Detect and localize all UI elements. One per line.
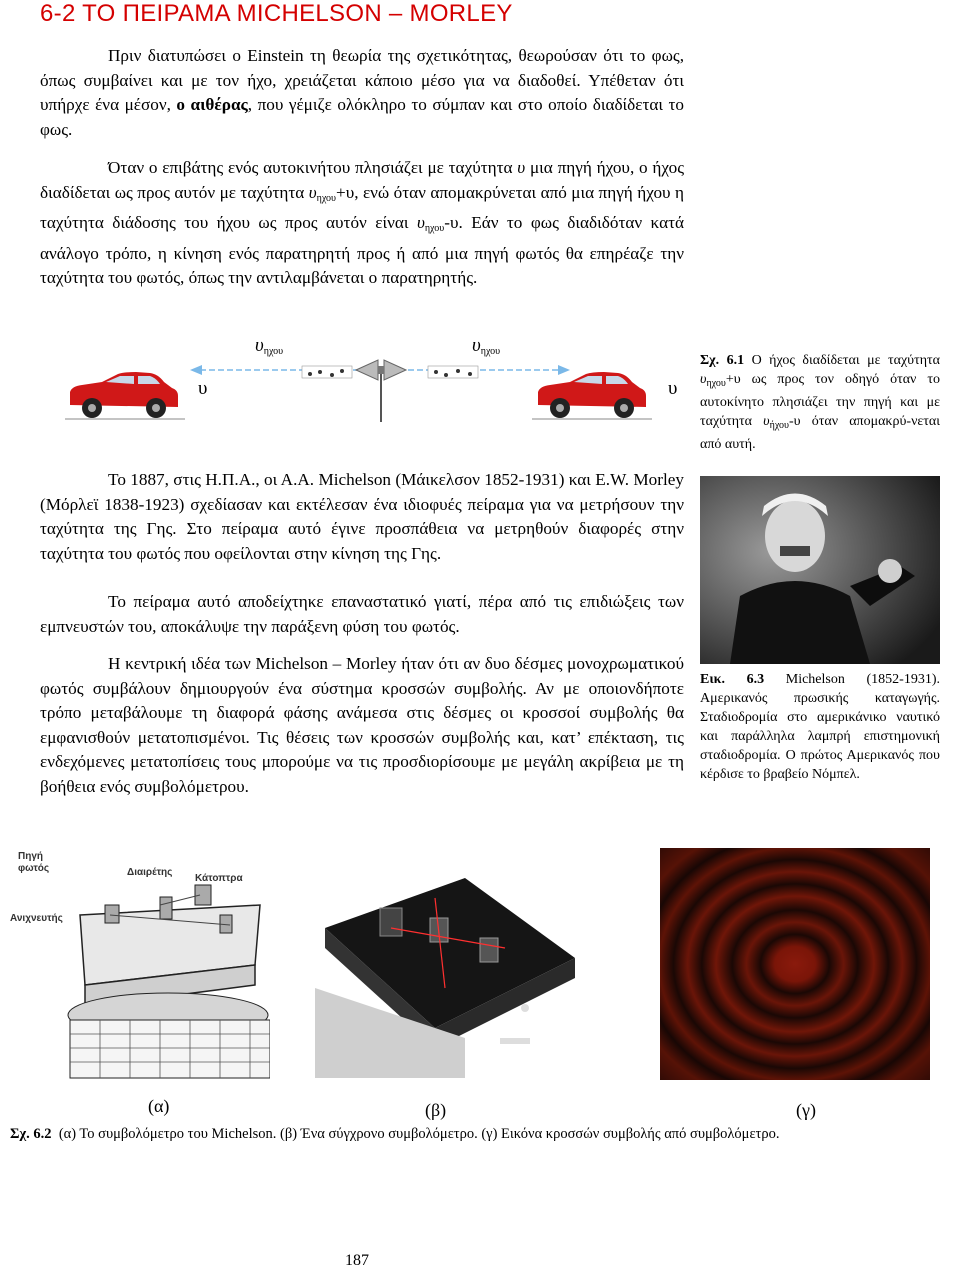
car-speed-right: υ bbox=[668, 378, 678, 399]
car-sound-diagram bbox=[40, 330, 690, 440]
interference-fringes-image bbox=[660, 848, 930, 1080]
loudspeaker-icon bbox=[356, 360, 406, 422]
subscript-sound: ηχου bbox=[424, 223, 445, 234]
subscript-sound: ηχου bbox=[316, 192, 337, 204]
car-speed-left: υ bbox=[198, 378, 208, 399]
section-title: 6-2 ΤΟ ΠΕΙΡΑΜΑ MICHELSON – MORLEY bbox=[40, 0, 513, 27]
michelson-portrait-image bbox=[700, 476, 940, 664]
left-car-icon bbox=[70, 372, 178, 418]
right-car-icon bbox=[538, 372, 646, 418]
symbol-v: υ bbox=[416, 213, 425, 232]
sound-text-c: +υ, ενώ όταν απομακρύνεται από μια πηγή ήχου η ταχύτητα διάδοσης του ήχου ως προς αυτόν είναι bbox=[40, 182, 684, 232]
figure-6-3-caption: Εικ. 6.3 Michelson (1852-1931). Αμερικανός πρωσικής καταγωγής. Σταδιοδρομία στο αμερικάνικο ναυτικό και παράλληλα λαμπρή επιστημονική σταδιοδρομία. Ο πρώτος Αμερικανός που κέρδισε το βραβείο Νόμπελ. bbox=[700, 672, 941, 782]
intro-paragraph bbox=[40, 44, 684, 142]
symbol-v: υ bbox=[517, 158, 526, 177]
intro-text-a: Πριν διατυπώσει ο Einstein τη θεωρία της σχετικότητας, θεωρούσαν ότι το φως, όπως συμβαίνει και με τον ήχο, χρειάζεται κάποιο μέσο για να διαδοθεί. Υπέθεταν ότι υπήρχε ένα μέσον, bbox=[40, 46, 684, 114]
symbol-v: υ bbox=[308, 182, 317, 202]
historic-interferometer-image bbox=[10, 845, 270, 1080]
caption-label: Σχ. 6.1 bbox=[700, 353, 745, 368]
sublabel-a: (α) bbox=[148, 1096, 170, 1116]
sound-speed-label-right: $\upsilon_{\eta\chi o\upsilon}$ bbox=[472, 335, 501, 357]
music-notes-left-icon bbox=[302, 366, 352, 378]
sublabel-b: (β) bbox=[425, 1100, 447, 1120]
modern-interferometer-image bbox=[285, 838, 585, 1078]
sound-speed-label-left: $\upsilon_{\eta\chi o\upsilon}$ bbox=[255, 335, 284, 357]
sound-right-arrow bbox=[390, 365, 570, 375]
history-paragraph: Το 1887, στις Η.Π.Α., οι Α.Α. Michelson (Μάικελσον 1852-1931) και E.W. Morley (Μόρλεϊ 1838-1923) σχεδίασαν και εκτέλεσαν ένα ιδιοφυές πείραμα για να μετρήσουν την ταχύτητα της Γης. Στο πείραμα αυτό έγινε προσπάθεια να μετρηθούν διαφορές στην ταχύτητα του φωτός που οφείλονται στην κίνηση της Γης. bbox=[40, 470, 684, 563]
label-mirrors: Κάτοπτρα bbox=[195, 873, 243, 884]
intro-text-b: , που γέμιζε ολόκληρο το σύμπαν και στο οποίο διαδίδεται το φως. bbox=[40, 95, 685, 139]
figure-6-1 bbox=[40, 330, 690, 440]
label-beam-splitter: Διαιρέτης bbox=[127, 867, 173, 878]
label-detector: Ανιχνευτής bbox=[10, 913, 63, 924]
page-number: 187 bbox=[345, 1252, 369, 1269]
interference-paragraph: Η κεντρική ιδέα των Michelson – Morley ήταν ότι αν δυο δέσμες μονοχρωματικού φωτός συμβάλουν δημιουργούν ένα σύστημα κροσσών συμβολής. Αν με οποιονδήποτε τρόπο μεταβάλουμε τη διαφορά φάσης ανάμεσα στις δέσμες οι κροσσοί συμβολής θα εμφανισθούν μετατοπισμένοι. Τις θέσεις των κροσσών συμβολής και, κατ’ επέκταση, τις ενδεχόμενες μετατοπίσεις τους μπορούμε να τις προσδιορίσουμε με μεγάλη ακρίβεια με τη βοήθεια ενός συμβολόμετρου. bbox=[40, 654, 684, 796]
caption-label: Σχ. 6.2 bbox=[10, 1126, 52, 1142]
sound-paragraph bbox=[40, 156, 684, 291]
intro-bold-ether: ο αιθέρας bbox=[176, 95, 248, 114]
caption-label: Εικ. 6.3 bbox=[700, 672, 765, 687]
label-light-source: Πηγή φωτός bbox=[18, 851, 50, 874]
sublabel-c: (γ) bbox=[796, 1100, 816, 1120]
revolution-paragraph: Το πείραμα αυτό αποδείχτηκε επαναστατικό γιατί, πέρα από τις επιδιώξεις των εμπνευστών του, αποκάλυψε την παράξενη φύση του φωτός. bbox=[40, 592, 684, 636]
sound-text-d: -υ. Εάν το φως διαδιδόταν κατά ανάλογο τρόπο, η κίνηση ενός παρατηρητή προς ή από μια πηγή φωτός θα επηρέαζε την ταχύτητα του φωτός, όπως την αντιλαμβάνεται ο παρατηρητής. bbox=[40, 213, 684, 287]
sound-text-b: μια πηγή ήχου, ο ήχος διαδίδεται ως προς αυτόν με ταχύτητα bbox=[40, 158, 685, 202]
sound-text-a: Όταν ο επιβάτης ενός αυτοκινήτου πλησιάζει με ταχύτητα bbox=[108, 158, 518, 177]
music-notes-right-icon bbox=[428, 366, 478, 378]
figure-6-1-caption: Σχ. 6.1 Ο ήχος διαδίδεται με ταχύτητα $\upsilon_{\eta\chi o\upsilon}+\upsilon$ ως προς τον οδηγό όταν το αυτοκίνητο πλησιάζει την πηγή και με ταχύτητα $\upsilon_{ή\chi o\upsilon}-\upsilon$ όταν απομακρύ-νεται από αυτή. bbox=[700, 353, 941, 452]
figure-6-2-caption: Σχ. 6.2 (α) Το συμβολόμετρο του Michelson. (β) Ένα σύγχρονο συμβολόμετρο. (γ) Εικόνα κροσσών συμβολής από συμβολόμετρο. bbox=[10, 1126, 780, 1142]
